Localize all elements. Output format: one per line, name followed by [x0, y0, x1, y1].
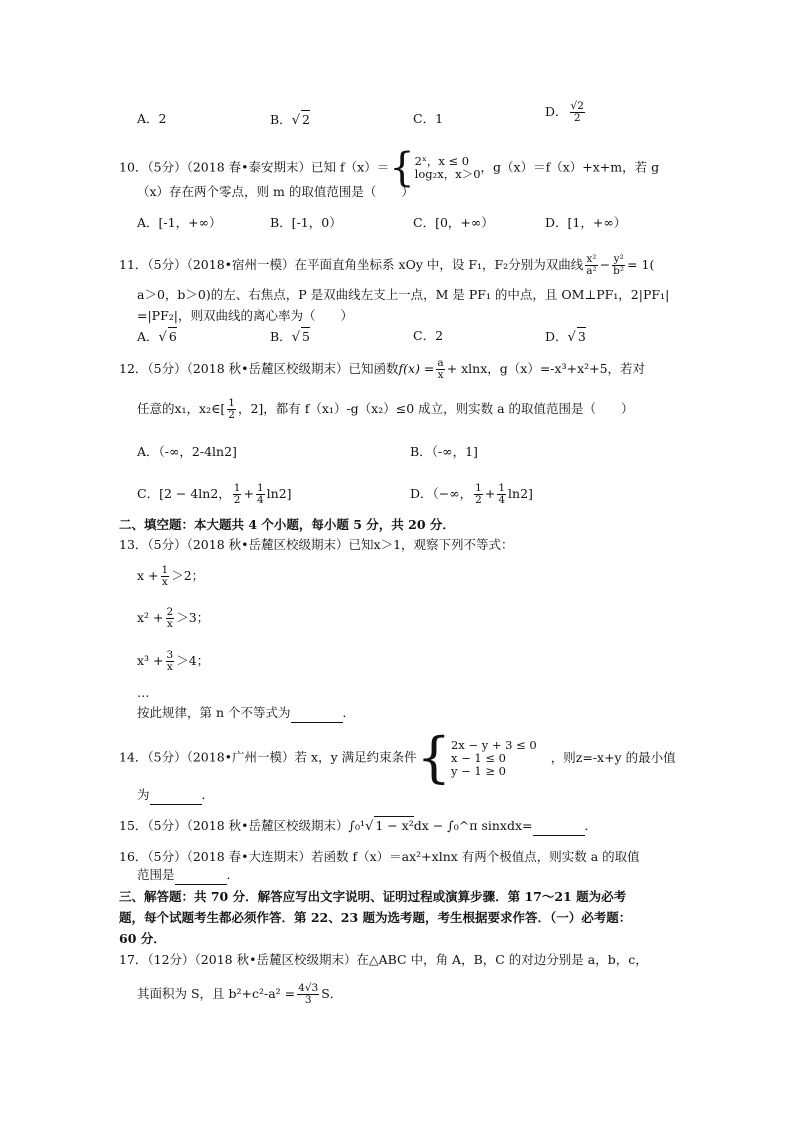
q16-line2: 范围是 ． [137, 866, 239, 885]
q11-line3: =|PF₂|，则双曲线的离心率为（ ） [137, 308, 353, 323]
q11-option-b: B．√ 5 [270, 329, 310, 345]
q13-line1: 13．（5分）（2018 秋•岳麓区校级期末）已知x＞1，观察下列不等式： [119, 537, 514, 552]
q12-option-b: B．（-∞，1] [410, 444, 478, 459]
q13-last: 按此规律，第 n 个不等式为 ． [137, 704, 355, 723]
section3-line1: 三、解答题：共 70 分．解答应写出文字说明、证明过程或演算步骤．第 17～21 题为必考 [119, 889, 627, 904]
q9-option-d: D． $\frac{√2}{2}$ [545, 100, 584, 124]
q10-line1: 10．（5分）（2018 春•泰安期末）已知 f（x）＝{ 2ˣ，x ≤ 0 log₂x，x＞0 ，g（x）＝f（x）+x+m，若 g [119, 145, 660, 191]
q17-line2: 其面积为 S，且 b²+c²-a² = $\frac{4√3}{3}$ S． [137, 982, 343, 1006]
q10-line2: （x）存在两个零点，则 m 的取值范围是（ ） [137, 184, 414, 199]
q9-option-b: B．√ 2 [270, 112, 310, 128]
section3-line3: 60 分． [119, 931, 166, 946]
q11-line2: a＞0，b＞0)的左、右焦点，P 是双曲线左支上一点，M 是 PF₁ 的中点，且 OM⊥PF₁，2|PF₁| [137, 287, 670, 302]
q11-line1: 11．（5分）（2018•宿州一模）在平面直角坐标系 xOy 中，设 F₁，F₂分别为双曲线 $\frac{\text{x²}}{\text{a²}}$ − $\frac{\text{y²}}{\text{b²}}$ = 1( [119, 253, 655, 277]
q11-option-c: C．2 [413, 328, 444, 343]
q11-option-d: D．√ 3 [545, 329, 586, 345]
section3-line2: 题，每个试题考生都必须作答．第 22、23 题为选考题，考生根据要求作答．（一）必考题： [119, 910, 632, 925]
q15-line: 15．（5分）（2018 秋•岳麓区校级期末）∫₀¹√ 1 − x²dx − ∫₀^π sinxdx= ． [119, 818, 598, 834]
q12-option-c: C．[2 − 4ln2， $\frac{1}{2}$ + $\frac{1}{4}$ ln2] [137, 482, 292, 506]
q14-line1: 14．（5分）（2018•广州一模）若 x，y 满足约束条件{ 2x − y + 3 ≤ 0 x − 1 ≤ 0 y − 1 ≥ 0 ，则z=-x+y 的最小值 [119, 726, 676, 789]
q10-option-a: A．[-1，+∞） [137, 215, 222, 230]
q12-line1: 12．（5分）（2018 秋•岳麓区校级期末）已知函数f(x) = $\frac{a}{x}$ + xlnx，g（x）=-x³+x²+5，若对 [119, 357, 646, 381]
q9-option-c: C．1 [413, 111, 444, 126]
q12-option-d: D．（−∞， $\frac{1}{2}$ + $\frac{1}{4}$ ln2] [410, 482, 533, 506]
q10-option-c: C．[0，+∞） [413, 215, 494, 230]
q12-line2: 任意的x₁，x₂∈[ $\frac{1}{2}$ ，2]，都有 f（x₁）-g（x₂）≤0 成立，则实数 a 的取值范围是（ ） [137, 397, 634, 421]
q12-option-a: A．（-∞，2-4ln2] [137, 444, 237, 459]
q13-ineq3: x³ + $\frac{3}{x}$ ＞4； [137, 649, 210, 673]
q10-option-b: B．[-1，0） [270, 215, 342, 230]
q17-line1: 17．（12分）（2018 秋•岳麓区校级期末）在△ABC 中，角 A，B，C 的对边分别是 a，b，c， [119, 952, 648, 967]
q10-option-d: D．[1，+∞） [545, 215, 627, 230]
q16-line1: 16．（5分）（2018 春•大连期末）若函数 f（x）＝ax²+xlnx 有两个极值点，则实数 a 的取值 [119, 849, 640, 864]
q11-option-a: A．√ 6 [137, 329, 177, 345]
q13-dots: … [137, 685, 150, 700]
q9-option-a: A．2 [137, 111, 167, 126]
q13-ineq1: x + $\frac{1}{x}$ ＞2； [137, 564, 205, 588]
section2-heading: 二、填空题：本大题共 4 个小题，每小题 5 分，共 20 分． [119, 517, 455, 532]
q14-line2: 为 ． [137, 786, 214, 805]
q13-ineq2: x² + $\frac{2}{x}$ ＞3； [137, 606, 210, 630]
